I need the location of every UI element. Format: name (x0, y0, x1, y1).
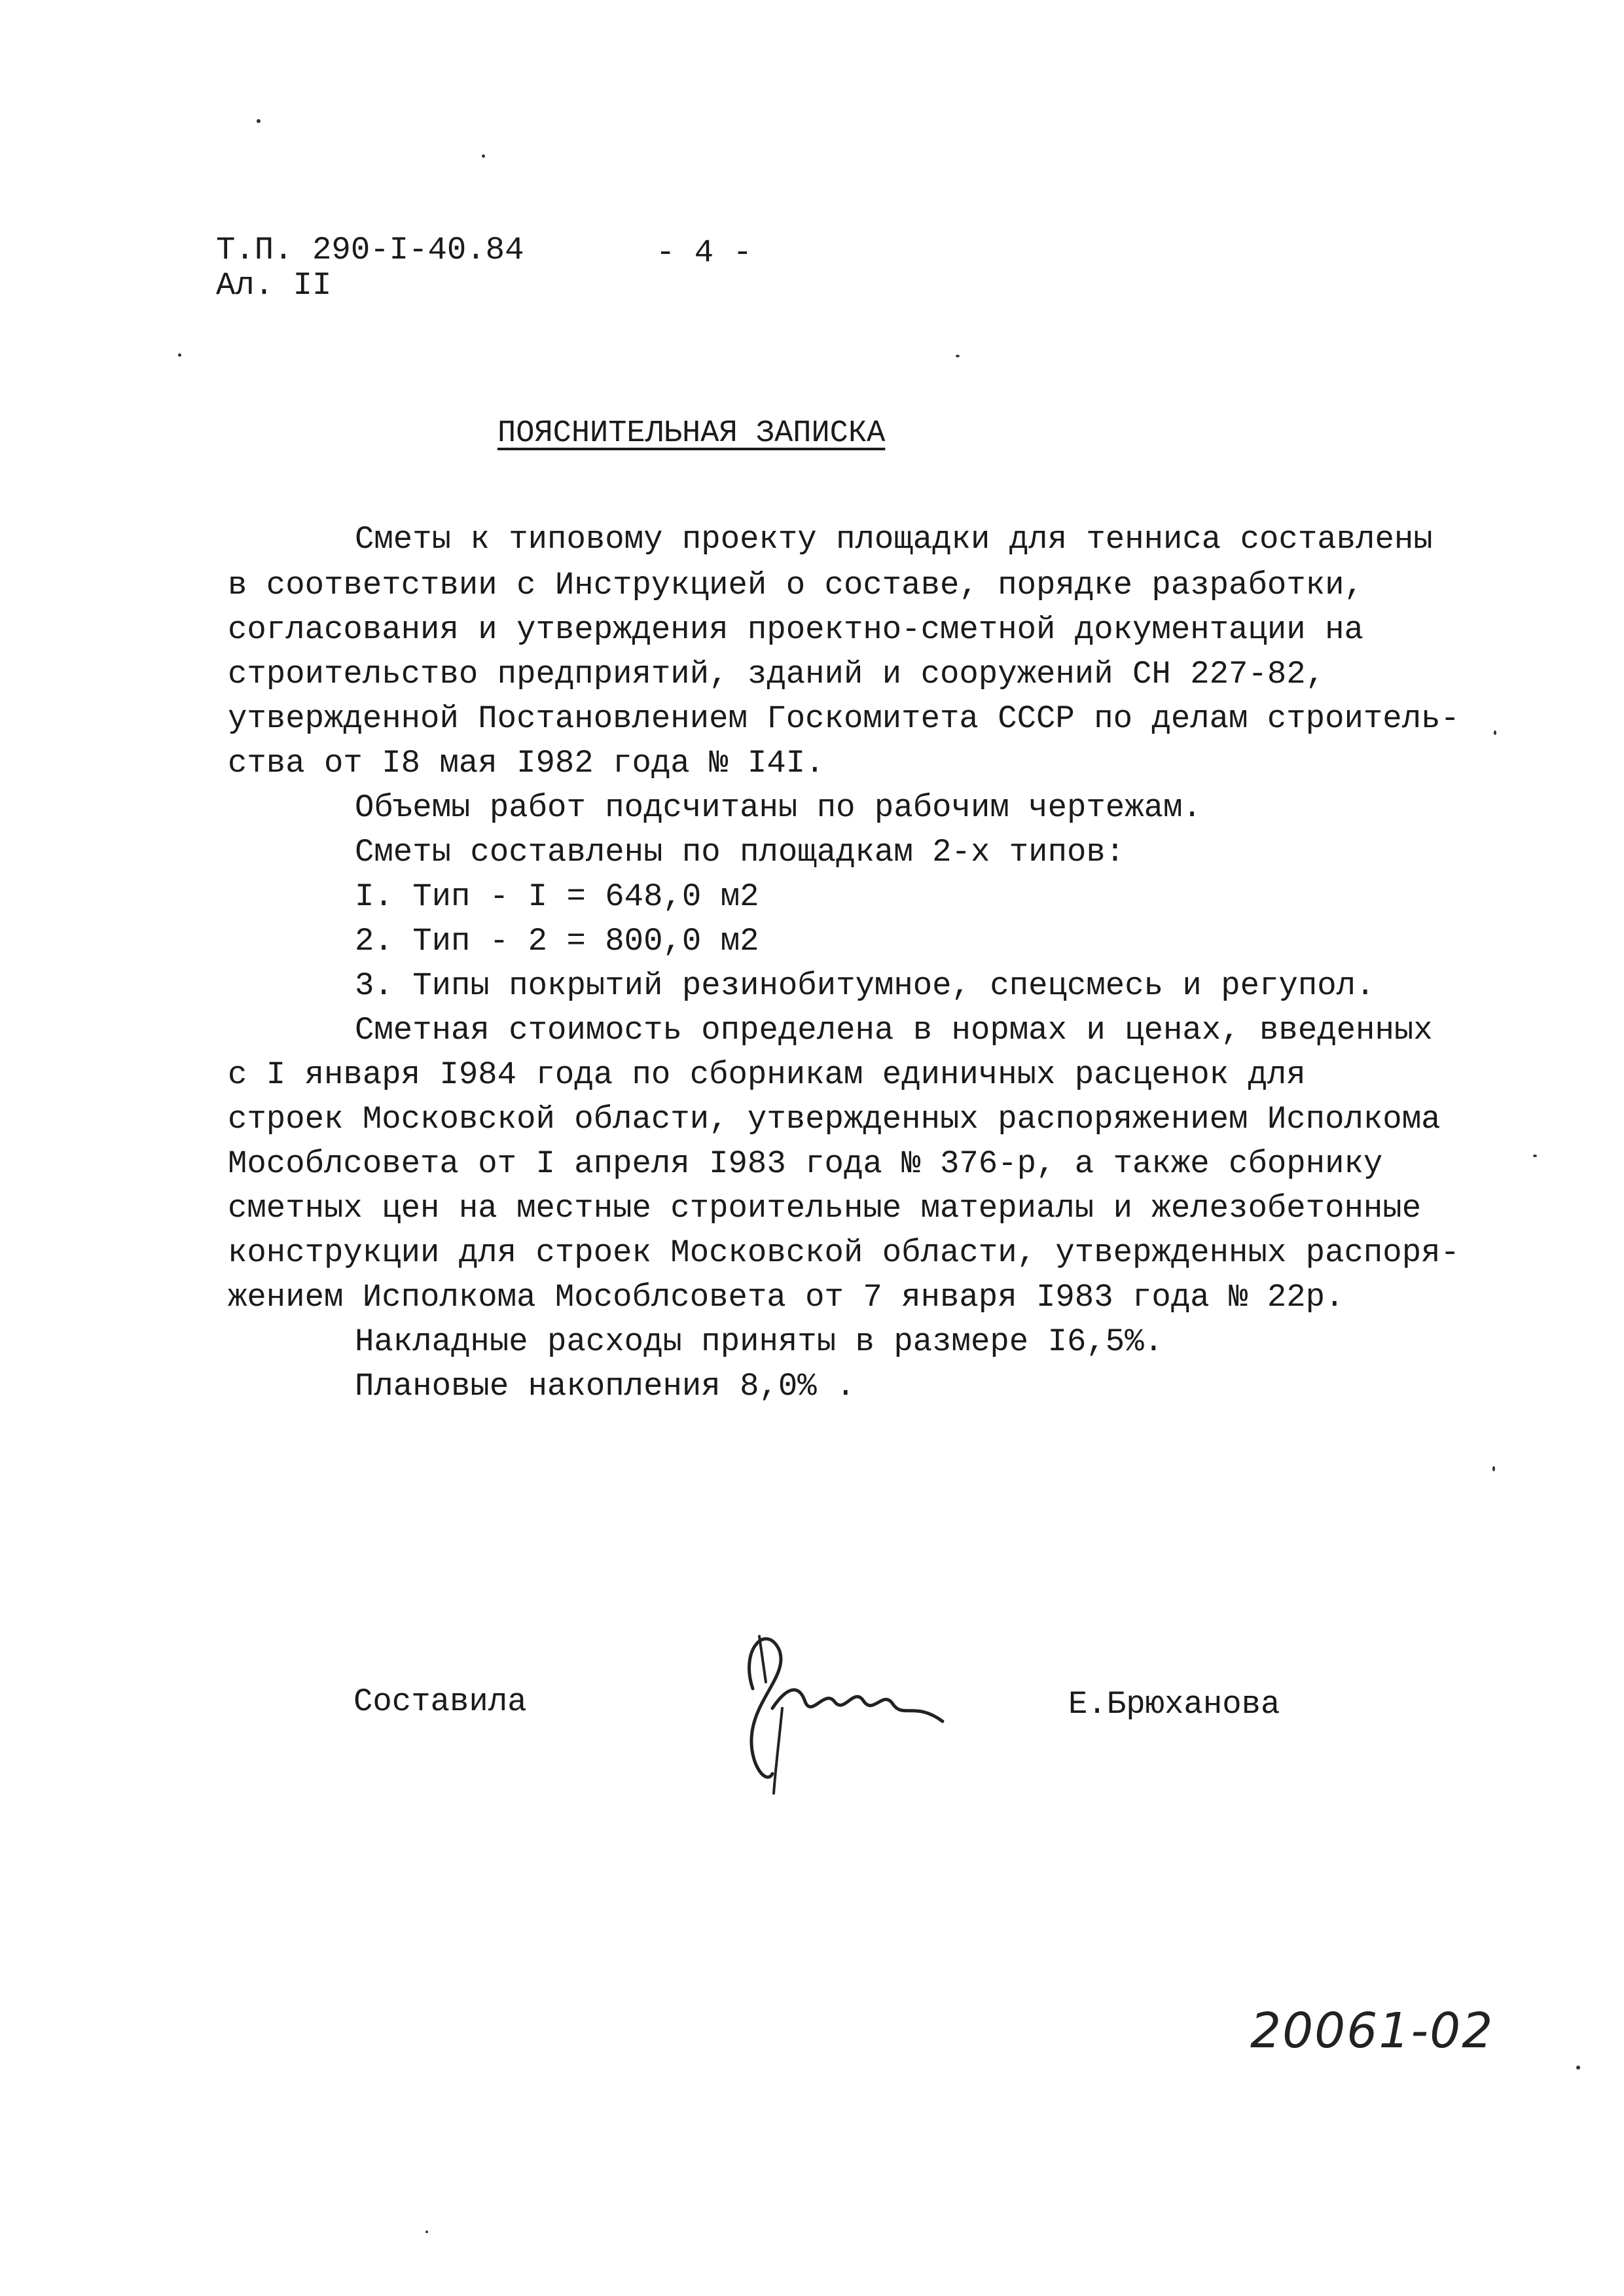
body-line: Накладные расходы приняты в размере I6,5%. (355, 1323, 1164, 1360)
signature-name: Е.Брюханова (1068, 1686, 1280, 1723)
archive-number: 20061-02 (1250, 2003, 1494, 2059)
scan-speck (482, 154, 485, 158)
body-line: сметных цен на местные строительные материалы и железобетонные (228, 1190, 1422, 1227)
handwritten-signature (727, 1610, 962, 1806)
body-line: Объемы работ подсчитаны по рабочим чертежам. (355, 789, 1202, 826)
body-line: I. Тип - I = 648,0 м2 (355, 878, 759, 915)
page-title: ПОЯСНИТЕЛЬНАЯ ЗАПИСКА (497, 416, 886, 451)
body-line: ства от I8 мая I982 года № I4I. (228, 745, 825, 781)
body-line: строек Московской области, утвержденных распоряжением Исполкома (228, 1101, 1441, 1138)
scan-speck (1492, 1466, 1495, 1471)
body-line: Сметы к типовому проекту площадки для тенниса составлены (355, 521, 1433, 558)
body-line: с I января I984 года по сборникам единичных расценок для (228, 1056, 1306, 1093)
scan-speck (1494, 730, 1496, 735)
body-line: жением Исполкома Мособлсовета от 7 января I983 года № 22р. (228, 1279, 1344, 1316)
body-line: строительство предприятий, зданий и сооружений СН 227-82, (228, 656, 1326, 692)
page-number: - 4 - (656, 234, 753, 271)
body-line: в соответствии с Инструкцией о составе, порядке разработки, (228, 567, 1363, 603)
scan-speck (956, 355, 960, 357)
scan-speck (257, 119, 261, 123)
body-line: Плановые накопления 8,0% . (355, 1368, 856, 1405)
body-line: согласования и утверждения проектно-сметной документации на (228, 611, 1363, 648)
scan-speck (1576, 2066, 1580, 2070)
body-line: Сметная стоимость определена в нормах и ценах, введенных (355, 1012, 1433, 1049)
body-line: 3. Типы покрытий резинобитумное, спецсмесь и регупол. (355, 967, 1375, 1004)
body-line: утвержденной Постановлением Госкомитета СССР по делам строитель- (228, 700, 1460, 737)
scan-speck (178, 353, 181, 357)
header-code-line2: Ал. II (216, 267, 332, 304)
signature-role: Составила (353, 1683, 527, 1720)
body-line: Мособлсовета от I апреля I983 года № 376-р, а также сборнику (228, 1145, 1383, 1182)
scan-speck (1533, 1155, 1537, 1157)
body-line: Сметы составлены по площадкам 2-х типов: (355, 834, 1125, 870)
body-line: конструкции для строек Московской области, утвержденных распоря- (228, 1234, 1460, 1271)
body-line: 2. Тип - 2 = 800,0 м2 (355, 923, 759, 960)
header-code-line1: Т.П. 290-I-40.84 (216, 232, 524, 268)
scan-speck (425, 2231, 428, 2233)
